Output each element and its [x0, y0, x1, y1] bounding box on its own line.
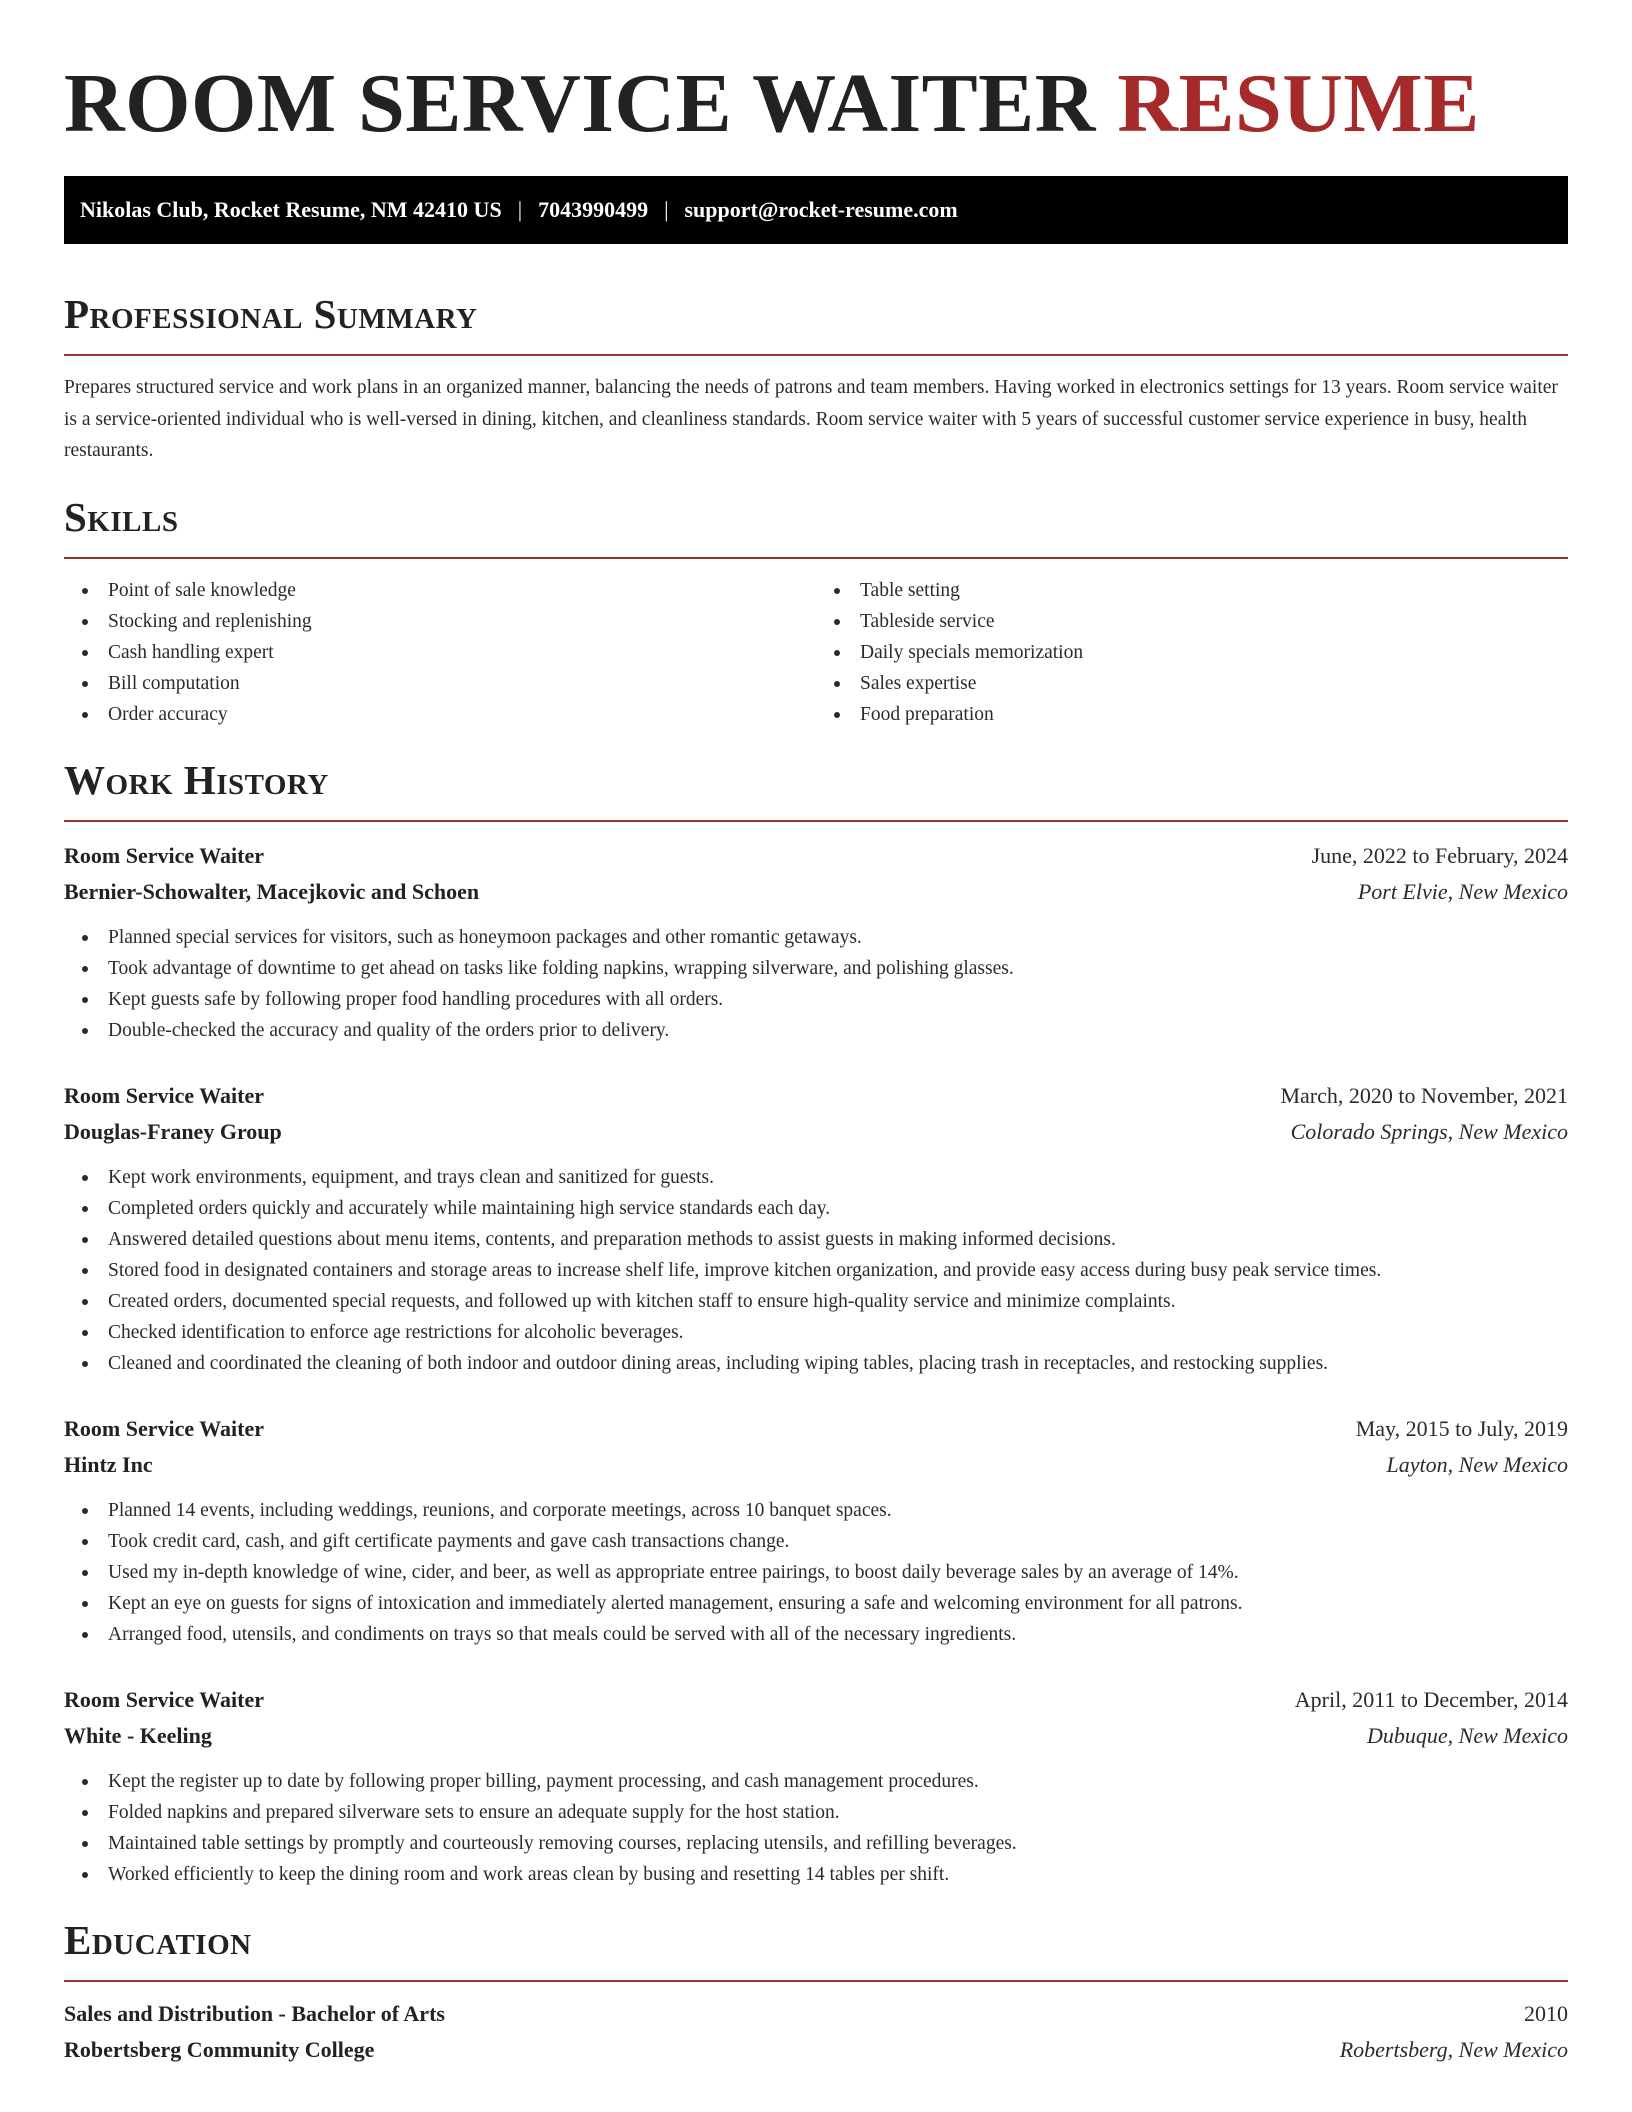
job-company: Bernier-Schowalter, Macejkovic and Schoen [64, 878, 480, 904]
job-company: Hintz Inc [64, 1451, 153, 1477]
job-duties [64, 922, 1568, 1046]
skill-item: Bill computation [64, 668, 816, 699]
job-entry [64, 838, 1568, 1046]
job-duty: Cleaned and coordinated the cleaning of both indoor and outdoor dining areas, including wiping tables, placing trash in receptacles, and restocking supplies. [64, 1348, 1568, 1379]
job-title: Room Service Waiter [64, 1415, 264, 1441]
skills-heading: Skills [64, 493, 179, 540]
summary-heading: Professional Summary [64, 291, 478, 337]
skills-list-right [816, 575, 1568, 730]
skill-item: Table setting [816, 575, 1568, 606]
education-degree: Sales and Distribution - Bachelor of Arts [64, 2000, 445, 2026]
job-duty: Used my in-depth knowledge of wine, cider, and beer, as well as appropriate entree pairings, to boost daily beverage sales by an average of 14%. [64, 1557, 1568, 1588]
title-accent: RESUME [1117, 57, 1480, 150]
job-dates: April, 2011 to December, 2014 [1294, 1686, 1568, 1712]
job-duty: Planned special services for visitors, such as honeymoon packages and other romantic getaways. [64, 922, 1568, 953]
skill-item: Sales expertise [816, 668, 1568, 699]
education-year: 2010 [1524, 2000, 1568, 2026]
job-duty: Took credit card, cash, and gift certificate payments and gave cash transactions change. [64, 1526, 1568, 1557]
job-duty: Maintained table settings by promptly and courteously removing courses, replacing utensils, and refilling beverages. [64, 1828, 1568, 1859]
skill-item: Cash handling expert [64, 637, 816, 668]
job-duty: Worked efficiently to keep the dining room and work areas clean by busing and resetting 14 tables per shift. [64, 1859, 1568, 1890]
job-company-row [64, 1114, 1568, 1150]
job-title: Room Service Waiter [64, 842, 264, 868]
job-title: Room Service Waiter [64, 1082, 264, 1108]
job-dates: June, 2022 to February, 2024 [1311, 842, 1568, 868]
job-header-row [64, 838, 1568, 874]
job-header-row [64, 1411, 1568, 1447]
job-duty: Kept work environments, equipment, and trays clean and sanitized for guests. [64, 1162, 1568, 1193]
job-duty: Created orders, documented special requests, and followed up with kitchen staff to ensure high-quality service and minimize complaints. [64, 1286, 1568, 1317]
skill-item: Tableside service [816, 606, 1568, 637]
job-dates: March, 2020 to November, 2021 [1280, 1082, 1568, 1108]
work-history-section [64, 756, 1568, 1890]
job-duty: Planned 14 events, including weddings, reunions, and corporate meetings, across 10 banquet spaces. [64, 1495, 1568, 1526]
contact-address: Nikolas Club, Rocket Resume, NM 42410 US [80, 197, 502, 222]
job-duties [64, 1495, 1568, 1650]
job-company-row [64, 1447, 1568, 1483]
contact-bar [64, 176, 1568, 244]
section-divider [64, 820, 1568, 822]
skills-section [64, 493, 1568, 730]
job-duty: Stored food in designated containers and storage areas to increase shelf life, improve kitchen organization, and provide easy access during busy peak service times. [64, 1255, 1568, 1286]
education-location: Robertsberg, New Mexico [1339, 2036, 1568, 2062]
job-duty: Kept an eye on guests for signs of intoxication and immediately alerted management, ensuring a safe and welcoming environment for all patrons. [64, 1588, 1568, 1619]
job-duty: Answered detailed questions about menu items, contents, and preparation methods to assist guests in making informed decisions. [64, 1224, 1568, 1255]
job-duty: Completed orders quickly and accurately while maintaining high service standards each day. [64, 1193, 1568, 1224]
education-school: Robertsberg Community College [64, 2036, 375, 2062]
job-duty: Folded napkins and prepared silverware sets to ensure an adequate supply for the host station. [64, 1797, 1568, 1828]
education-section [64, 1916, 1568, 2068]
title-main: ROOM SERVICE WAITER [64, 57, 1096, 150]
skill-item: Daily specials memorization [816, 637, 1568, 668]
skills-columns [64, 575, 1568, 730]
job-entry [64, 1682, 1568, 1890]
summary-text: Prepares structured service and work plans in an organized manner, balancing the needs of patrons and team members. Having worked in electronics settings for 13 years. Room service waiter is a service-oriented individual who is well-versed in dining, kitchen, and cleanliness standards. Room service waiter with 5 years of successful customer service experience in busy, health restaurants. [64, 377, 1558, 461]
section-divider [64, 1980, 1568, 1982]
section-divider [64, 354, 1568, 356]
skill-item: Stocking and replenishing [64, 606, 816, 637]
summary-section [64, 290, 1568, 467]
job-company: White - Keeling [64, 1722, 212, 1748]
skill-item: Point of sale knowledge [64, 575, 816, 606]
job-header-row [64, 1682, 1568, 1718]
job-duty: Double-checked the accuracy and quality of the orders prior to delivery. [64, 1015, 1568, 1046]
job-header-row [64, 1078, 1568, 1114]
job-title: Room Service Waiter [64, 1686, 264, 1712]
job-location: Port Elvie, New Mexico [1357, 878, 1568, 904]
job-company-row [64, 874, 1568, 910]
skill-item: Food preparation [816, 699, 1568, 730]
job-duty: Checked identification to enforce age restrictions for alcoholic beverages. [64, 1317, 1568, 1348]
job-duty: Kept guests safe by following proper food handling procedures with all orders. [64, 984, 1568, 1015]
resume-title [64, 54, 1568, 154]
education-school-row [64, 2032, 1568, 2068]
section-divider [64, 557, 1568, 559]
education-heading: Education [64, 1916, 252, 1963]
skills-list-left [64, 575, 816, 730]
job-dates: May, 2015 to July, 2019 [1355, 1415, 1568, 1441]
job-duty: Kept the register up to date by following proper billing, payment processing, and cash management procedures. [64, 1766, 1568, 1797]
work-history-heading: Work History [64, 756, 329, 803]
job-location: Layton, New Mexico [1386, 1451, 1568, 1477]
contact-phone: 7043990499 [538, 197, 649, 222]
contact-email: support@rocket-resume.com [684, 197, 958, 222]
job-location: Colorado Springs, New Mexico [1290, 1118, 1568, 1144]
job-duty: Took advantage of downtime to get ahead on tasks like folding napkins, wrapping silverware, and polishing glasses. [64, 953, 1568, 984]
contact-separator: | [664, 197, 669, 222]
education-entry [64, 1996, 1568, 2068]
job-company-row [64, 1718, 1568, 1754]
job-location: Dubuque, New Mexico [1367, 1722, 1568, 1748]
job-duties [64, 1766, 1568, 1890]
job-duty: Arranged food, utensils, and condiments on trays so that meals could be served with all of the necessary ingredients. [64, 1619, 1568, 1650]
job-duties [64, 1162, 1568, 1379]
job-company: Douglas-Franey Group [64, 1118, 282, 1144]
education-header-row [64, 1996, 1568, 2032]
skill-item: Order accuracy [64, 699, 816, 730]
job-entry [64, 1411, 1568, 1650]
job-entry [64, 1078, 1568, 1379]
contact-separator: | [517, 197, 523, 222]
